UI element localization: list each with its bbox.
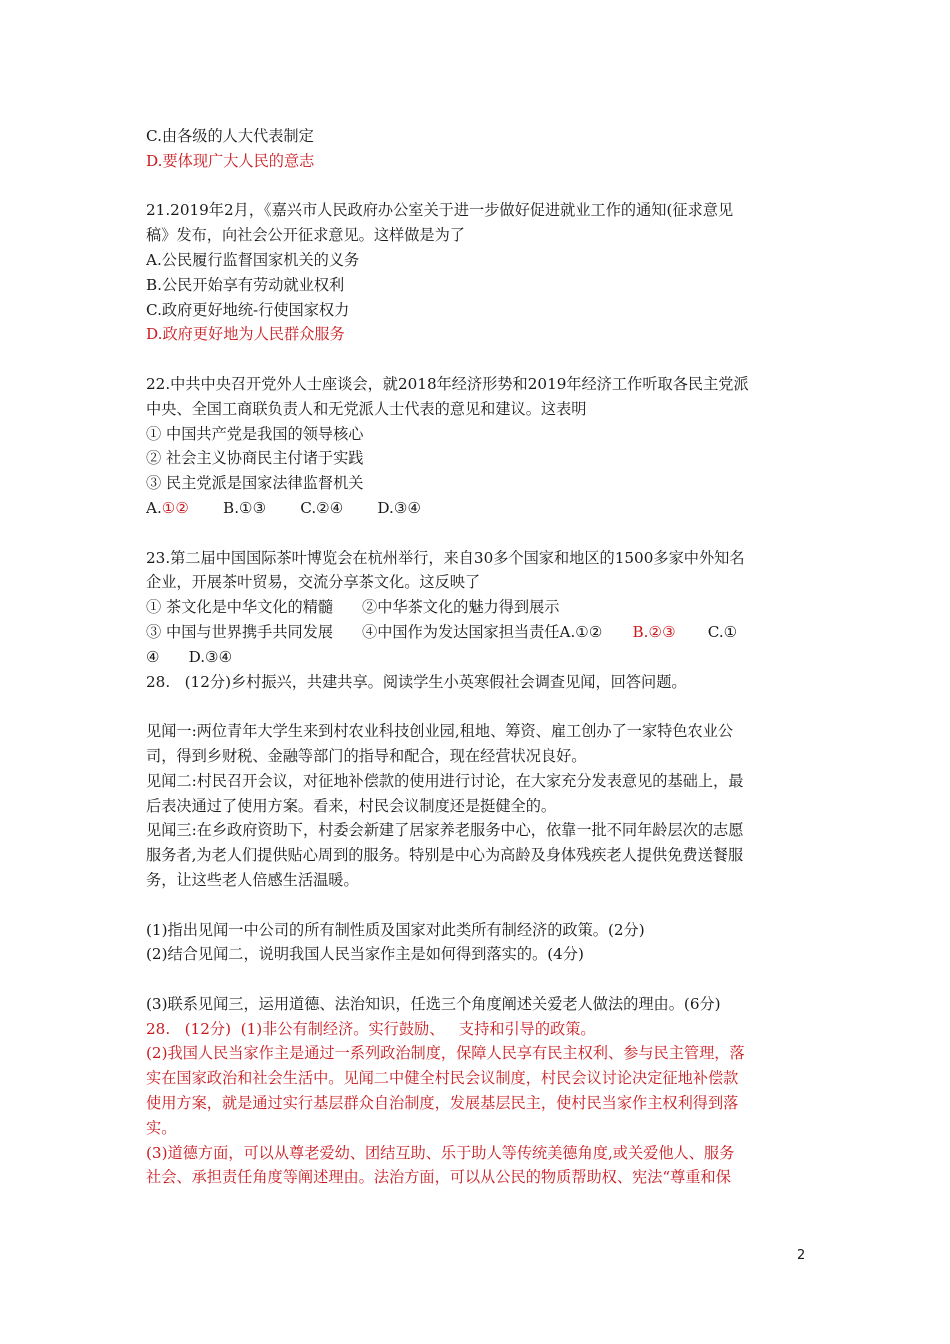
q22-options-row: [146, 496, 808, 521]
text-line: D.政府更好地为人民群众服务: [146, 325, 345, 344]
text-line: 28. (12分) (1)非公有制经济。实行鼓励、 支持和引导的政策。: [146, 1019, 596, 1038]
text-line: ① 茶文化是中华文化的精髓 ②中华茶文化的魅力得到展示: [146, 598, 560, 617]
q22-option-a-prefix: A.: [146, 498, 162, 517]
blank-line: [146, 694, 808, 719]
q22-option-b: B.①③: [223, 498, 267, 517]
text-line: 中央、全国工商联负责人和无党派人士代表的意见和建议。这表明: [146, 399, 587, 418]
text-line: (1)指出见闻一中公司的所有制性质及国家对此类所有制经济的政策。(2分): [146, 920, 645, 939]
text-line: 实。: [146, 1118, 177, 1137]
text-line: 司，得到乡财税、金融等部门的指导和配合，现在经营状况良好。: [146, 746, 587, 765]
text-line: C.由各级的人大代表制定: [146, 127, 314, 145]
text-line: (2)结合见闻二，说明我国人民当家作主是如何得到落实的。(4分): [146, 945, 584, 964]
q23-option-b-answer: B.②③: [632, 622, 676, 641]
text-line: 务，让这些老人倍感生活温暖。: [146, 870, 359, 889]
q23-options-row: [146, 620, 808, 645]
text-line: D.要体现广大人民的意志: [146, 151, 315, 170]
q23-options-row-cont: [146, 645, 808, 670]
blank-line: [146, 174, 808, 199]
text-line: (3)联系见闻三，运用道德、法治知识，任选三个角度阐述关爱老人做法的理由。(6分): [146, 994, 721, 1013]
text-line: (2)我国人民当家作主是通过一系列政治制度，保障人民享有民主权利、参与民主管理，落: [146, 1044, 745, 1063]
q22-option-a-answer: ①②: [161, 498, 190, 517]
text-line: 21.2019年2月，《嘉兴市人民政府办公室关于进一步做好促进就业工作的通知(征求意见: [146, 201, 734, 220]
text-line: 28. (12分)乡村振兴，共建共享。阅读学生小英寒假社会调查见闻，回答问题。: [146, 672, 687, 691]
q22-option-d: D.③④: [377, 498, 422, 517]
text-line: C.政府更好地统-行使国家权力: [146, 300, 350, 319]
blank-line: [146, 967, 808, 992]
q23-item-3-4: ③ 中国与世界携手共同发展 ④中国作为发达国家担当责任A.①②: [146, 622, 603, 641]
q23-option-d: ④ D.③④: [146, 647, 233, 666]
text-line: ② 社会主义协商民主付诸于实践: [146, 449, 364, 468]
text-line: 服务者,为老人们提供贴心周到的服务。特别是中心为高龄及身体残疾老人提供免费送餐服: [146, 846, 744, 865]
text-line: 稿》发布，向社会公开征求意见。这样做是为了: [146, 226, 465, 245]
blank-line: [146, 347, 808, 372]
text-line: ③ 民主党派是国家法律监督机关: [146, 474, 364, 493]
text-line: ① 中国共产党是我国的领导核心: [146, 424, 364, 443]
blank-line: [146, 893, 808, 918]
text-body: [146, 124, 808, 1190]
text-line: 使用方案，就是通过实行基层群众自治制度，发展基层民主，使村民当家作主权利得到落: [146, 1094, 739, 1113]
text-line: 见闻三:在乡政府资助下，村委会新建了居家养老服务中心，依靠一批不同年龄层次的志愿: [146, 821, 744, 840]
text-line: 企业，开展茶叶贸易，交流分享茶文化。这反映了: [146, 573, 481, 592]
text-line: 见闻二:村民召开会议，对征地补偿款的使用进行讨论，在大家充分发表意见的基础上，最: [146, 771, 744, 790]
text-line: 后表决通过了使用方案。看来，村民会议制度还是挺健全的。: [146, 796, 557, 815]
text-line: 22.中共中央召开党外人士座谈会，就2018年经济形势和2019年经济工作听取各民主党派: [146, 374, 749, 393]
text-line: 23.第二届中国国际茶叶博览会在杭州举行，来自30多个国家和地区的1500多家中外知名: [146, 548, 745, 567]
text-line: A.公民履行监督国家机关的义务: [146, 250, 360, 269]
blank-line: [146, 521, 808, 546]
q22-option-c: C.②④: [300, 498, 344, 517]
text-line: B.公民开始享有劳动就业权利: [146, 275, 345, 294]
text-line: 社会、承担责任角度等阐述理由。法治方面，可以从公民的物质帮助权、宪法“尊重和保: [146, 1168, 731, 1187]
text-line: 实在国家政治和社会生活中。见闻二中健全村民会议制度，村民会议讨论决定征地补偿款: [146, 1069, 739, 1088]
text-line: (3)道德方面，可以从尊老爱幼、团结互助、乐于助人等传统美德角度,或关爱他人、服务: [146, 1143, 735, 1162]
document-page: [146, 124, 808, 1190]
page-number: 2: [797, 1248, 806, 1263]
q23-option-c: C.①: [707, 622, 738, 641]
text-line: 见闻一:两位青年大学生来到村农业科技创业园,租地、筹资、雇工创办了一家特色农业公: [146, 722, 734, 741]
